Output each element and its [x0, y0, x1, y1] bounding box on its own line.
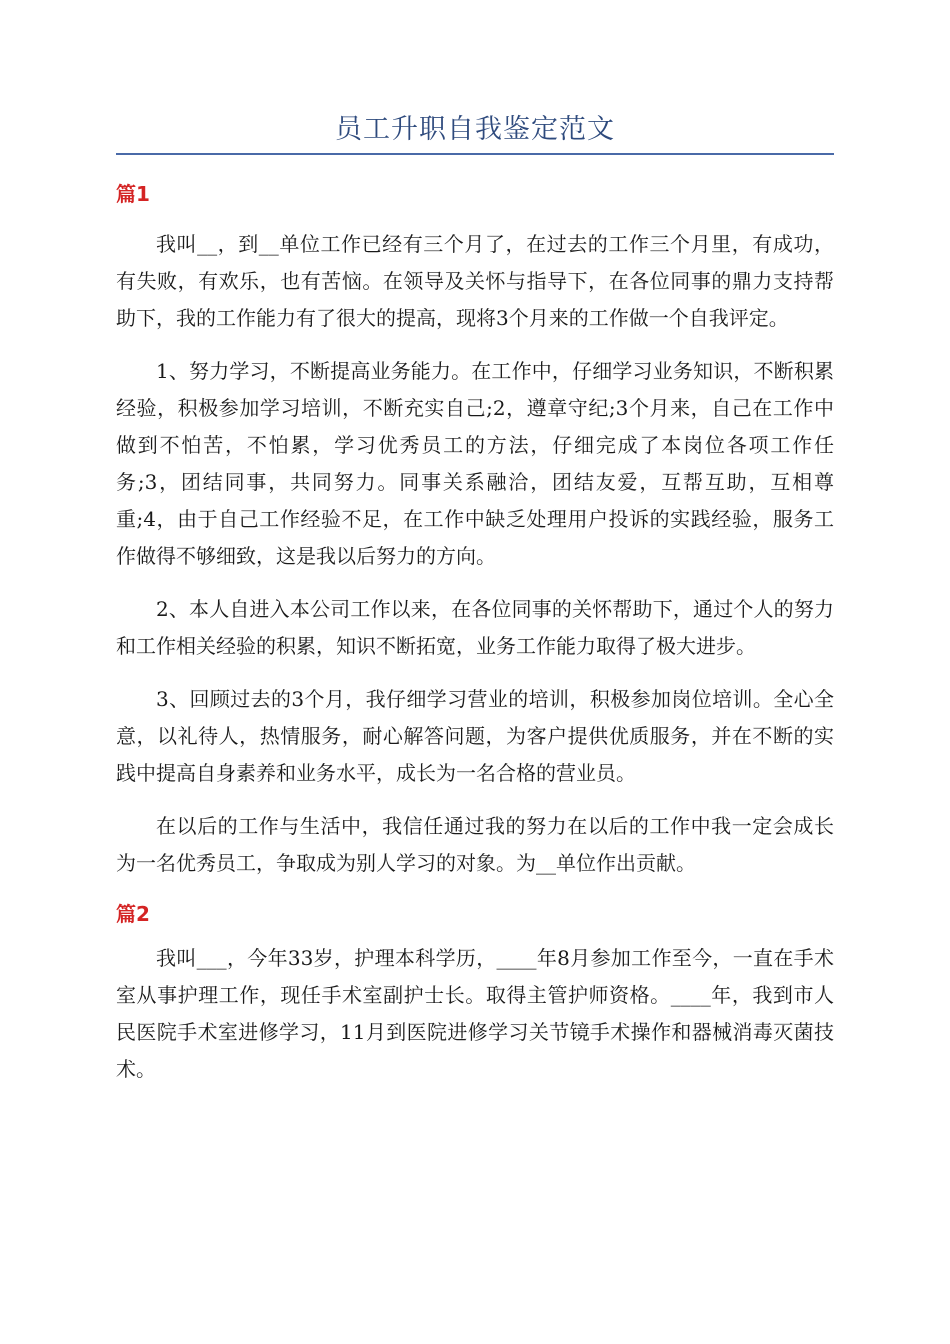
title-divider — [116, 153, 834, 155]
section-heading-1: 篇1 — [116, 182, 150, 206]
paragraph: 我叫__，到__单位工作已经有三个月了，在过去的工作三个月里，有成功，有失败，有欢乐，也有苦恼。在领导及关怀与指导下，在各位同事的鼎力支持帮助下，我的工作能力有了很大的提高，现将3个月来的工作做一个自我评定。 — [116, 232, 834, 330]
document-body — [116, 178, 834, 1104]
paragraph: 在以后的工作与生活中，我信任通过我的努力在以后的工作中我一定会成长为一名优秀员工，争取成为别人学习的对象。为__单位作出贡献。 — [116, 814, 834, 875]
paragraph: 2、本人自进入本公司工作以来，在各位同事的关怀帮助下，通过个人的努力和工作相关经验的积累，知识不断拓宽，业务工作能力取得了极大进步。 — [116, 597, 834, 658]
document-title: 员工升职自我鉴定范文 — [335, 114, 615, 145]
section-heading-2: 篇2 — [116, 902, 150, 926]
paragraph: 我叫___，今年33岁，护理本科学历，____年8月参加工作至今，一直在手术室从事护理工作，现任手术室副护士长。取得主管护师资格。____年，我到市人民医院手术室进修学习，11月到医院进修学习关节镜手术操作和器械消毒灭菌技术。 — [116, 946, 834, 1081]
paragraph: 1、努力学习，不断提高业务能力。在工作中，仔细学习业务知识，不断积累经验，积极参加学习培训，不断充实自己;2，遵章守纪;3个月来，自己在工作中做到不怕苦，不怕累，学习优秀员工的方法，仔细完成了本岗位各项工作任务;3，团结同事，共同努力。同事关系融洽，团结友爱，互帮互助，互相尊重;4，由于自己工作经验不足，在工作中缺乏处理用户投诉的实践经验，服务工作做得不够细致，这是我以后努力的方向。 — [116, 359, 834, 568]
paragraph: 3、回顾过去的3个月，我仔细学习营业的培训，积极参加岗位培训。全心全意，以礼待人，热情服务，耐心解答问题，为客户提供优质服务，并在不断的实践中提高自身素养和业务水平，成长为一名合格的营业员。 — [116, 687, 834, 785]
